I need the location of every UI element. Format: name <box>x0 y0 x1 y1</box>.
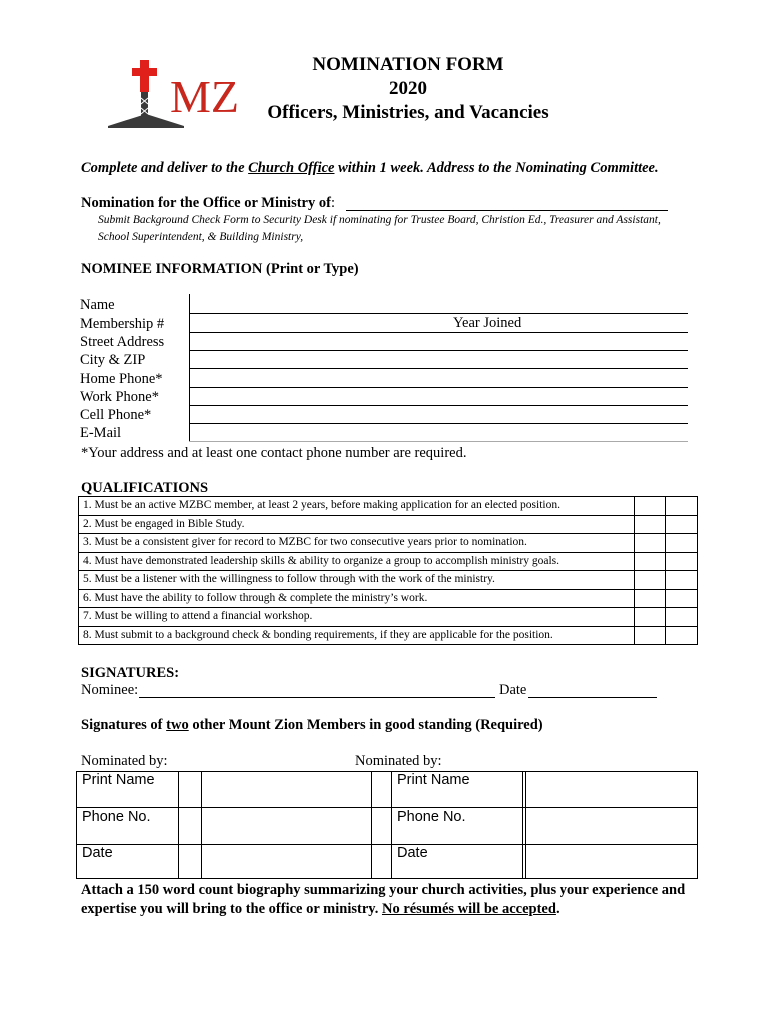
table-row: 2. Must be engaged in Bible Study. <box>79 515 698 534</box>
qualifications-heading: QUALIFICATIONS <box>81 480 209 496</box>
check-box[interactable] <box>634 626 666 645</box>
background-check-note: Submit Background Check Form to Security Desk if nominating for Trustee Board, Christion Ed., Treasurer and Assistant, School Superintendent, & Building Ministry, <box>98 214 661 243</box>
table-row: 6. Must have the ability to follow through & complete the ministry’s work. <box>79 589 698 608</box>
instructions <box>81 160 659 177</box>
nominee-date-label: Date <box>499 682 527 698</box>
biography-note: Attach a 150 word count biography summarizing your church activities, plus your experience and expertise you will bring to the office or ministry. No résumés will be accepted. <box>81 882 686 917</box>
date-label-2: Date <box>397 845 428 861</box>
table-row: 1. Must be an active MZBC member, at least 2 years, before making application for an elected position. <box>79 497 698 516</box>
instructions-prefix: Complete and deliver to the <box>81 160 249 176</box>
phone-no-label-1: Phone No. <box>82 809 151 825</box>
title-subtitle: Officers, Ministries, and Vacancies <box>267 102 549 123</box>
table-row: 5. Must be a listener with the willingness to follow through with the work of the ministry. <box>79 571 698 590</box>
nomination-for-field[interactable] <box>346 210 668 211</box>
street-address-row[interactable]: Street Address <box>80 333 688 351</box>
nominators-grid <box>76 771 698 879</box>
check-box[interactable] <box>634 571 666 590</box>
check-box[interactable] <box>634 589 666 608</box>
check-box[interactable] <box>666 534 698 553</box>
nomination-for-label: Nomination for the Office or Ministry of: <box>81 195 335 211</box>
name-row[interactable]: Name <box>80 296 688 314</box>
check-box[interactable] <box>634 608 666 627</box>
nominee-signature-field[interactable] <box>139 697 495 698</box>
check-box[interactable] <box>634 515 666 534</box>
home-phone-row[interactable]: Home Phone* <box>80 370 688 388</box>
email-row[interactable]: E-Mail <box>80 424 688 442</box>
check-box[interactable] <box>666 571 698 590</box>
check-box[interactable] <box>666 626 698 645</box>
table-row: 8. Must submit to a background check & bonding requirements, if they are applicable for the position. <box>79 626 698 645</box>
title-line-1: NOMINATION FORM <box>312 54 504 75</box>
check-box[interactable] <box>634 497 666 516</box>
table-row: 3. Must be a consistent giver for record to MZBC for two consecutive years prior to nomination. <box>79 534 698 553</box>
phone-no-label-2: Phone No. <box>397 809 466 825</box>
nominated-by-label-1: Nominated by: <box>81 753 168 769</box>
required-note: *Your address and at least one contact phone number are required. <box>81 445 467 461</box>
year-joined-label: Year Joined <box>453 315 522 331</box>
check-box[interactable] <box>666 515 698 534</box>
qualifications-table <box>78 496 698 645</box>
nominee-date-field[interactable] <box>528 697 657 698</box>
check-box[interactable] <box>634 534 666 553</box>
check-box[interactable] <box>666 497 698 516</box>
check-box[interactable] <box>666 552 698 571</box>
cross-icon-horizontal <box>132 68 157 76</box>
required-signatures-note: Signatures of two other Mount Zion Members in good standing (Required) <box>81 717 543 733</box>
check-box[interactable] <box>666 589 698 608</box>
table-row: 7. Must be willing to attend a financial workshop. <box>79 608 698 627</box>
form-title <box>230 53 586 125</box>
logo-letters: MZ <box>170 71 239 122</box>
print-name-label-2: Print Name <box>397 772 470 788</box>
table-row: 4. Must have demonstrated leadership skills & ability to organize a group to accomplish ministry goals. <box>79 552 698 571</box>
check-box[interactable] <box>666 608 698 627</box>
check-box[interactable] <box>634 552 666 571</box>
nominee-signature-label: Nominee: <box>81 682 139 698</box>
print-name-label-1: Print Name <box>82 772 155 788</box>
signatures-heading: SIGNATURES: <box>81 665 180 681</box>
date-label-1: Date <box>82 845 113 861</box>
instructions-suffix: within 1 week. Address to the Nominating Committee. <box>334 160 659 176</box>
church-office-text: Church Office <box>248 160 335 176</box>
cell-phone-row[interactable]: Cell Phone* <box>80 406 688 424</box>
work-phone-row[interactable]: Work Phone* <box>80 388 688 406</box>
city-zip-row[interactable]: City & ZIP <box>80 351 688 369</box>
church-logo-graphic <box>106 58 239 130</box>
church-logo <box>106 58 239 130</box>
nominee-info-heading: NOMINEE INFORMATION (Print or Type) <box>81 261 359 277</box>
title-year: 2020 <box>389 78 427 99</box>
membership-row[interactable]: Membership # <box>80 315 688 333</box>
nominated-by-label-2: Nominated by: <box>355 753 442 769</box>
